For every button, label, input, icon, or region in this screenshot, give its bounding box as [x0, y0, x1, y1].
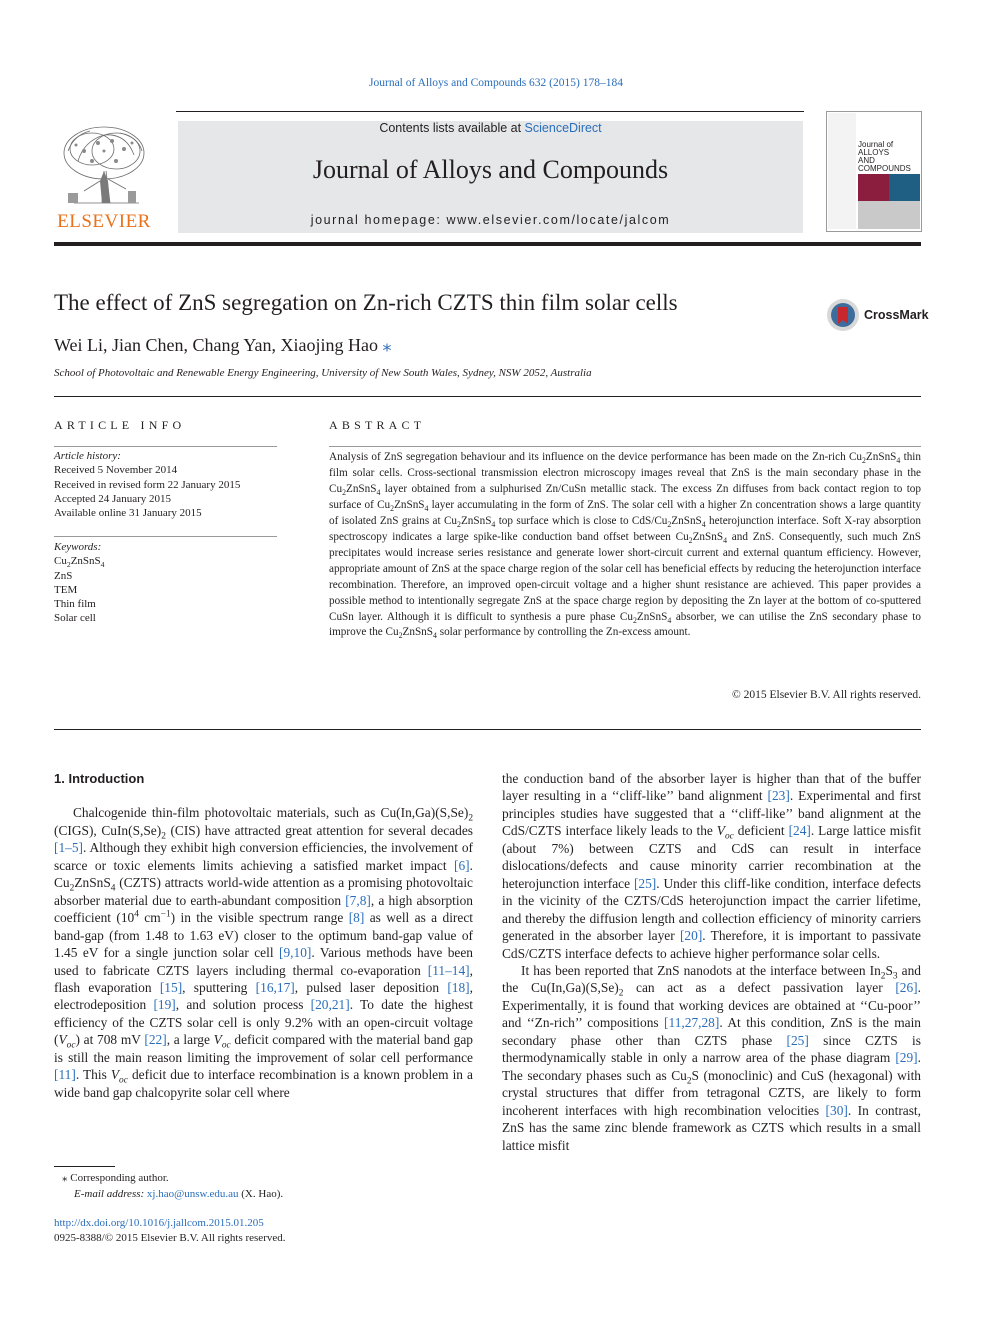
- article-history: [54, 449, 277, 520]
- citation-link[interactable]: [22]: [144, 1032, 167, 1048]
- citation-link[interactable]: [6]: [454, 857, 470, 873]
- keywords-label: Keywords:: [54, 541, 102, 553]
- citation-link[interactable]: [19]: [153, 997, 176, 1013]
- citation-link[interactable]: [25]: [786, 1032, 809, 1048]
- keyword-item: ZnS: [54, 569, 73, 582]
- abstract-heading: ABSTRACT: [329, 418, 426, 432]
- citation-link[interactable]: [20]: [679, 928, 703, 944]
- email-label: E-mail address:: [74, 1188, 145, 1200]
- citation-link[interactable]: [11–14]: [427, 962, 470, 978]
- cover-color-block: [858, 201, 920, 229]
- citation-link[interactable]: [24]: [788, 823, 811, 839]
- footnote-mark: ⁎: [62, 1172, 68, 1184]
- article-info-rule: [54, 446, 277, 447]
- history-item: Available online 31 January 2015: [54, 507, 202, 520]
- footnote: [54, 1170, 473, 1202]
- affiliation: School of Photovoltaic and Renewable Energy Engineering, University of New South Wales, Sydney, NSW 2052, Australia: [54, 367, 592, 379]
- cover-title-line-1: Journal of: [858, 140, 894, 149]
- citation-link[interactable]: [15]: [159, 979, 183, 995]
- keywords-block: [54, 540, 277, 626]
- keyword-item: Thin film: [54, 598, 96, 611]
- citation-link[interactable]: [1–5]: [54, 840, 84, 856]
- citation-link[interactable]: [25]: [633, 875, 657, 891]
- citation-link[interactable]: [9,10]: [279, 945, 312, 961]
- contents-line: [178, 121, 803, 135]
- abstract-copyright: © 2015 Elsevier B.V. All rights reserved.: [732, 689, 921, 701]
- abstract-rule: [329, 446, 921, 447]
- citation-link[interactable]: [11]: [54, 1067, 76, 1083]
- authors-text: Wei Li, Jian Chen, Chang Yan, Xiaojing Hao: [54, 335, 379, 355]
- history-item: Received 5 November 2014: [54, 464, 178, 477]
- citation-link[interactable]: [8]: [348, 910, 365, 926]
- body-column-right: [502, 770, 921, 1154]
- keyword-item: TEM: [54, 583, 78, 596]
- corresponding-author-mark[interactable]: ⁎: [382, 335, 392, 355]
- journal-citation[interactable]: Journal of Alloys and Compounds 632 (2015) 178–184: [369, 77, 623, 89]
- body-paragraph: Chalcogenide thin-film photovoltaic materials, such as $Cu(In,Ga)(S,Se)_2$ (CIGS), $CuIn(S,Se)_2$ (CIS) have attracted great attention for several decades [1–5]. Although they exhibit high conversion efficiencies, the involvement of scarce or toxic elements limits achieving a satisfied market impact [6]. $Cu_2ZnSnS_4$ (CZTS) attracts world-wide attention as a promising photovoltaic absorber material due to earth-abundant composition [7,8], a high absorption coefficient ($10^4$ $cm^{-1}$) in the visible spectrum range [8] as well as a direct band-gap (from 1.48 to 1.63 eV) closer to the optimum band-gap value of 1.45 eV for a single junction solar cell [9,10]. Various methods have been used to fabricate CZTS layers including thermal co-evaporation [11–14], flash evaporation [15], sputtering [16,17], pulsed laser deposition [18], electrodeposition [19], and solution process [20,21]. To date the highest efficiency of the CZTS solar cell is only 9.2% with an open-circuit voltage $(V_{oc})$ at 708 mV [22], a large $V_{oc}$ deficit compared with the material band gap is still the main reason limiting the improvement of solar cell performance [11]. This $V_{oc}$ deficit due to interface recombination is a known problem in a wide band gap chalcopyrite solar cell where: [54, 805, 474, 1100]
- doi-block: [54, 1216, 473, 1245]
- section-heading: 1. Introduction: [54, 771, 145, 786]
- email-link[interactable]: xj.hao@unsw.edu.au: [146, 1188, 239, 1200]
- history-item: Received in revised form 22 January 2015: [54, 478, 241, 491]
- cover-title-line-2: ALLOYS: [858, 148, 890, 157]
- body-paragraph: the conduction band of the absorber layer is higher than that of the buffer layer resulting in a ‘‘cliff-like’’ band alignment [23]. Experimental and first principles studies have suggested that a ‘‘cliff-like’’ band alignment at the CdS/CZTS interface likely leads to the $V_{oc}$ deficient [24]. Large lattice misfit (about 7%) between CZTS and CdS can result in interface dislocations/defects and cause minority carrier recombination at the heterojunction interface [25]. Under this cliff-like condition, interface defects in the vicinity of the CZTS/CdS heterojunction impact the carrier lifetime, and thereby the diffusion length and collection efficiency of minority carriers generated in the absorber layer [20]. Therefore, it is important to passivate CdS/CZTS interface defects to achieve higher performance solar cells.: [502, 771, 921, 961]
- citation-link[interactable]: [20,21]: [310, 997, 350, 1013]
- crossmark-icon[interactable]: [826, 298, 860, 332]
- journal-homepage: [178, 213, 803, 227]
- header-rule: [176, 111, 804, 112]
- cover-title-line-3: AND COMPOUNDS: [858, 156, 911, 173]
- journal-title: Journal of Alloys and Compounds: [312, 155, 669, 184]
- cover-color-block: [858, 174, 889, 201]
- keywords-rule: [54, 536, 277, 537]
- cover-sidebar: [828, 113, 856, 229]
- citation-link[interactable]: [29]: [895, 1050, 918, 1066]
- cover-title: [858, 141, 918, 173]
- cover-color-block: [889, 174, 920, 201]
- keyword-item: Solar cell: [54, 612, 96, 625]
- history-item: Accepted 24 January 2015: [54, 492, 171, 505]
- doi-link[interactable]: http://dx.doi.org/10.1016/j.jallcom.2015.01.205: [54, 1217, 264, 1229]
- citation-link[interactable]: [16,17]: [255, 979, 295, 995]
- section-rule: [54, 396, 921, 397]
- publisher-wordmark: ELSEVIER: [57, 211, 151, 232]
- citation-link[interactable]: [11,27,28]: [664, 1015, 720, 1031]
- homepage-prefix: journal homepage:: [310, 213, 447, 227]
- email-suffix: (X. Hao).: [241, 1188, 284, 1200]
- issn-line: 0925-8388/© 2015 Elsevier B.V. All rights reserved.: [54, 1231, 286, 1244]
- email-note: [54, 1186, 473, 1202]
- citation-link[interactable]: [18]: [447, 979, 470, 995]
- citation-link[interactable]: [23]: [767, 788, 790, 804]
- keyword-item: $Cu_2ZnSnS_4$: [54, 555, 105, 570]
- article-info-heading: ARTICLE INFO: [54, 418, 186, 432]
- citation-link[interactable]: [7,8]: [345, 892, 371, 908]
- body-paragraph: It has been reported that ZnS nanodots at the interface between $In_2S_3$ and the $Cu(In,Ga)(S,Se)_2$ can act as a defect passivation layer [26]. Experimentally, it is found that working devices are obtained at ‘‘Cu-poor’’ and ‘‘Zn-rich’’ compositions [11,27,28]. At this condition, ZnS is the main secondary phase other than CZTS phase [25] since CZTS is thermodynamically stable in only a narrow area of the phase diagram [29]. The secondary phases such as $Cu_2S$ (monoclinic) and CuS (hexagonal) with crystal structures that differ from tetragonal CZTS, are likely to form incoherent interfaces with high recombination velocities [30]. In contrast, ZnS has the same zinc blende framework as CZTS which results in a small lattice misfit: [502, 962, 922, 1153]
- crossmark-label[interactable]: CrossMark: [864, 308, 929, 322]
- contents-prefix: Contents lists available at: [379, 121, 525, 135]
- citation-link[interactable]: [26]: [895, 980, 918, 996]
- homepage-url[interactable]: www.elsevier.com/locate/jalcom: [446, 213, 671, 227]
- body-rule: [54, 729, 921, 730]
- corresponding-text: Corresponding author.: [70, 1172, 169, 1184]
- article-title: The effect of ZnS segregation on Zn-rich CZTS thin film solar cells: [54, 290, 678, 315]
- sciencedirect-link[interactable]: ScienceDirect: [524, 121, 602, 135]
- masthead-rule: [54, 242, 921, 246]
- history-label: Article history:: [54, 450, 121, 462]
- citation-link[interactable]: [30]: [825, 1102, 848, 1118]
- abstract-body: Analysis of ZnS segregation behaviour and its influence on the device performance has been made on the Zn-rich $Cu_2ZnSnS_4$ thin film solar cells. Cross-sectional transmission electron microscopy images reveal that ZnS is the main secondary phase in the $Cu_2ZnSnS_4$ layer obtained from a sulphurised Zn/CuSn metallic stack. The excess Zn diffuses from back contact region to top surface of $Cu_2ZnSnS_4$ layer accumulating in the form of ZnS. The solar cell with a higher Zn concentration shows a large quantity of isolated ZnS grains at $Cu_2ZnSnS_4$ top surface which is close to CdS/$Cu_2ZnSnS_4$ heterojunction interface. Soft X-ray absorption spectroscopy indicates a large spike-like conduction band offset between $Cu_2ZnSnS_4$ and ZnS. Consequently, such much ZnS precipitates would increase series resistance and generate lower short-circuit current and external quantum efficiency. However, appropriate amount of ZnS at the space charge region of the solar cell has beneficial effects by reducing the heterojunction interface recombination. Therefore, an improved open-circuit voltage and a higher shunt resistance are achieved. This paper provides a possible method to intentionally segregate ZnS at the space charge region by depositing the Zn layer at the bottom of co-sputtered CuSn layer. Although it is difficult to synthesis a pure phase $Cu_2ZnSnS_4$ absorber, we can utilise the ZnS secondary phase to improve the $Cu_2ZnSnS_4$ solar performance by controlling the Zn-excess amount.: [329, 451, 921, 641]
- footnote-rule: [54, 1166, 115, 1167]
- body-column-left: [54, 770, 473, 1101]
- corresponding-note: [54, 1170, 473, 1186]
- author-list: [54, 335, 392, 356]
